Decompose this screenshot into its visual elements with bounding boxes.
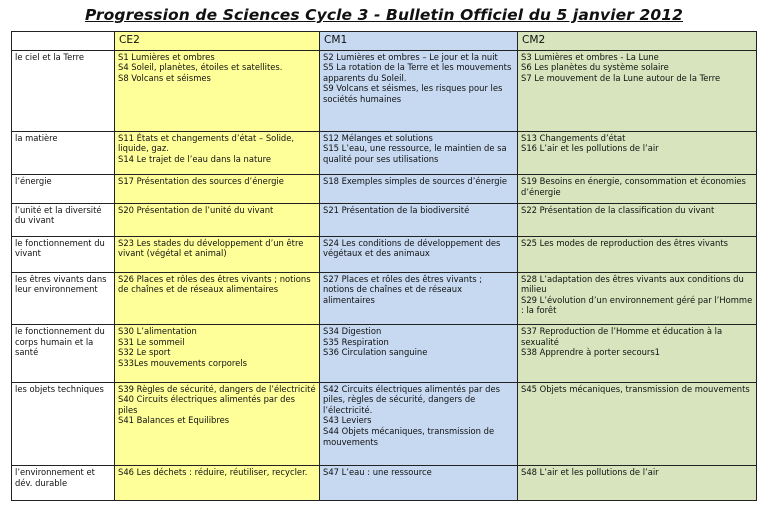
sequence-item: S1 Lumières et ombres [118,51,215,62]
cell-cm2 [518,272,757,324]
sequence-item: S39 Règles de sécurité, dangers de l’électricité [118,383,316,394]
theme-cell: les objets techniques [12,382,115,465]
sequence-item: S33Les mouvements corporels [118,357,248,368]
table-row [12,203,757,236]
sequence-item: S21 Présentation de la biodiversité [323,204,470,215]
cell-cm1 [320,203,518,236]
header-cm2: CM2 [518,32,757,51]
header-cm1: CM1 [320,32,518,51]
cell-cm1 [320,131,518,174]
theme-cell: le fonctionnement du vivant [12,236,115,272]
sequence-item: S38 Apprendre à porter secours1 [521,347,661,358]
cell-cm2 [518,203,757,236]
sequence-item: S3 Lumières et ombres - La Lune [521,51,659,62]
progression-table [11,31,757,501]
cell-cm1 [320,325,518,383]
theme-cell: les êtres vivants dans leur environnement [12,272,115,324]
sequence-item: S5 La rotation de la Terre et les mouvements apparents du Soleil. [323,62,512,83]
sequence-item: S11 États et changements d’état – Solide, liquide, gaz. [118,132,295,154]
cell-ce2 [115,203,320,236]
sequence-item: S27 Places et rôles des êtres vivants ; notions de chaînes et de réseaux alimentaires [323,273,483,305]
sequence-item: S19 Besoins en énergie, consommation et économies d’énergie [521,175,746,197]
cell-cm2 [518,131,757,174]
theme-cell: le ciel et la Terre [12,50,115,131]
sequence-item: S42 Circuits électriques alimentés par des piles, règles de sécurité, dangers de l’électricité. [323,383,500,415]
sequence-item: S12 Mélanges et solutions [323,132,433,143]
cell-cm2 [518,174,757,203]
sequence-item: S48 L’air et les pollutions de l’air [521,466,659,477]
cell-ce2 [115,131,320,174]
table-row [12,382,757,465]
cell-cm2 [518,50,757,131]
sequence-item: S43 Leviers [323,415,372,426]
sequence-item: S18 Exemples simples de sources d’énergie [323,175,508,186]
sequence-item: S24 Les conditions de développement des végétaux et des animaux [323,237,501,259]
sequence-item: S41 Balances et Equilibres [118,415,230,426]
table-row [12,131,757,174]
theme-cell: l’environnement et dév. durable [12,465,115,500]
table-row [12,272,757,324]
theme-cell: le fonctionnement du corps humain et la santé [12,325,115,383]
table-row [12,465,757,500]
sequence-item: S26 Places et rôles des êtres vivants ; notions de chaînes et de réseaux alimentaires [118,273,311,295]
cell-ce2 [115,382,320,465]
cell-cm2 [518,465,757,500]
sequence-item: S37 Reproduction de l’Homme et éducation à la sexualité [521,326,723,347]
sequence-item: S7 Le mouvement de la Lune autour de la Terre [521,72,721,83]
sequence-item: S4 Soleil, planètes, étoiles et satellites. [118,62,283,73]
cell-cm1 [320,272,518,324]
sequence-item: S2 Lumières et ombres – Le jour et la nuit [323,51,498,62]
cell-cm1 [320,174,518,203]
header-row [12,32,757,51]
sequence-item: S6 Les planètes du système solaire [521,62,669,73]
theme-cell: l’énergie [12,174,115,203]
sequence-item: S31 Le sommeil [118,336,185,347]
sequence-item: S30 L’alimentation [118,326,197,337]
sequence-item: S13 Changements d’état [521,132,626,143]
sequence-item: S15 L’eau, une ressource, le maintien de sa qualité pour ses utilisations [323,143,507,164]
sequence-item: S36 Circulation sanguine [323,347,428,358]
header-ce2: CE2 [115,32,320,51]
sequence-item: S28 L’adaptation des êtres vivants aux conditions du milieu [521,273,744,295]
sequence-item: S35 Respiration [323,336,389,347]
sequence-item: S47 L’eau : une ressource [323,466,432,477]
cell-cm1 [320,50,518,131]
sequence-item: S45 Objets mécaniques, transmission de mouvements [521,383,750,394]
sequence-item: S16 L’air et les pollutions de l’air [521,143,659,154]
cell-ce2 [115,465,320,500]
sequence-item: S17 Présentation des sources d’énergie [118,175,284,186]
sequence-item: S25 Les modes de reproduction des êtres vivants [521,237,728,248]
cell-cm1 [320,236,518,272]
sequence-item: S14 Le trajet de l’eau dans la nature [118,153,271,164]
sequence-item: S22 Présentation de la classification du vivant [521,204,715,215]
sequence-item: S34 Digestion [323,326,382,337]
cell-ce2 [115,325,320,383]
theme-cell: l’unité et la diversité du vivant [12,203,115,236]
sequence-item: S23 Les stades du développement d’un être vivant (végétal et animal) [118,237,304,259]
sequence-item: S40 Circuits électriques alimentés par des piles [118,394,295,415]
cell-ce2 [115,50,320,131]
header-theme-cell [12,32,115,51]
sequence-item: S20 Présentation de l’unité du vivant [118,204,274,215]
cell-ce2 [115,174,320,203]
cell-cm2 [518,325,757,383]
sequence-item: S29 L’évolution d’un environnement géré par l’Homme : la forêt [521,294,753,316]
cell-cm1 [320,382,518,465]
cell-cm2 [518,236,757,272]
document-title: Progression de Sciences Cycle 3 - Bulletin Officiel du 5 janvier 2012 [84,6,684,24]
cell-ce2 [115,272,320,324]
cell-ce2 [115,236,320,272]
table-row [12,325,757,383]
table-row [12,236,757,272]
sequence-item: S46 Les déchets : réduire, réutiliser, recycler. [118,466,308,477]
theme-cell: la matière [12,131,115,174]
cell-cm1 [320,465,518,500]
sequence-item: S9 Volcans et séismes, les risques pour les sociétés humaines [323,83,503,104]
sequence-item: S8 Volcans et séismes [118,72,211,83]
sequence-item: S44 Objets mécaniques, transmission de mouvements [323,426,495,447]
table-row [12,174,757,203]
cell-cm2 [518,382,757,465]
sequence-item: S32 Le sport [118,347,171,358]
table-row [12,50,757,131]
